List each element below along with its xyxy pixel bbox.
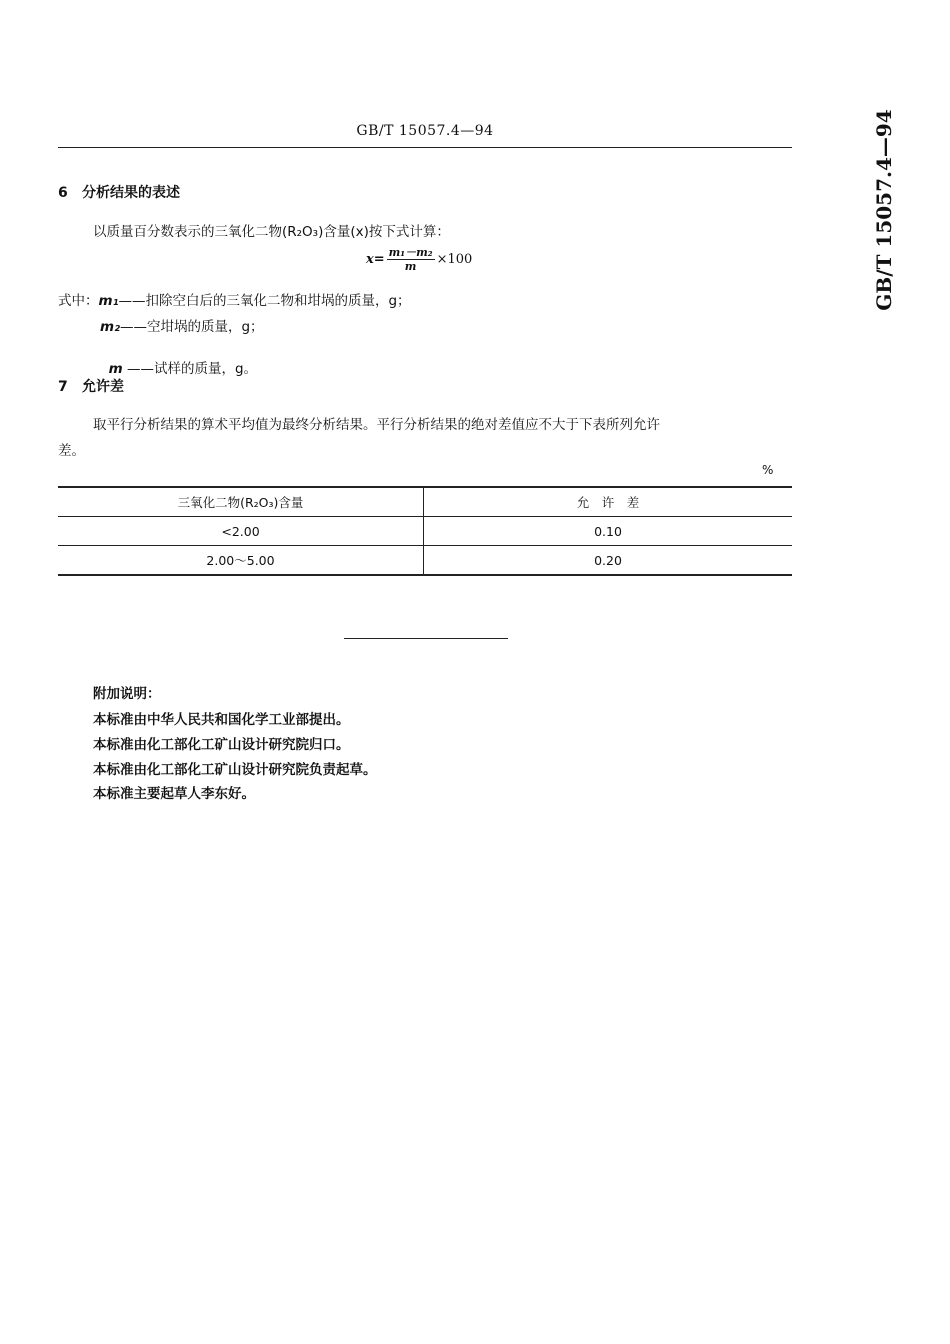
- header-rule: [58, 147, 792, 148]
- section-6-number: 6: [58, 185, 68, 201]
- variable-line-3: [100, 341, 257, 377]
- notes-title: 附加说明：: [93, 686, 161, 702]
- variable-desc: ——空坩埚的质量，g；: [119, 319, 264, 335]
- section-7-text-line-2: 差。: [58, 443, 85, 459]
- note-line: 本标准由中华人民共和国化学工业部提出。: [93, 712, 350, 728]
- cell-content: <2.00: [58, 517, 424, 546]
- where-prefix: 式中：: [58, 293, 99, 309]
- cell-tolerance: 0.20: [594, 552, 622, 568]
- formula-lhs: x=: [366, 252, 385, 267]
- variable-line-2: [100, 315, 264, 335]
- section-6-heading: [58, 182, 180, 202]
- table-header-row: [58, 487, 792, 517]
- formula-denominator: m: [404, 260, 417, 273]
- section-7-heading: [58, 376, 124, 396]
- formula-rhs: ×100: [436, 252, 473, 267]
- header-tolerance: 允 许 差: [576, 495, 640, 510]
- variable-desc: ——扣除空白后的三氧化二物和坩埚的质量，g；: [118, 293, 411, 309]
- section-6-intro: 以质量百分数表示的三氧化二物(R₂O₃)含量(x)按下式计算：: [93, 224, 450, 240]
- variable-symbol: m: [108, 361, 123, 377]
- section-7-number: 7: [58, 379, 68, 395]
- formula-numerator: m₁－m₂: [388, 246, 433, 259]
- variable-desc: ——试样的质量，g。: [122, 361, 258, 377]
- cell-content: 2.00～5.00: [58, 546, 424, 576]
- variable-symbol: m₂: [100, 319, 120, 335]
- note-line: 本标准主要起草人李东好。: [93, 786, 255, 802]
- table-row: [58, 517, 792, 546]
- table-row: [58, 546, 792, 576]
- section-7-text-line-1: 取平行分析结果的算术平均值为最终分析结果。平行分析结果的绝对差值应不大于下表所列允许: [93, 417, 660, 433]
- header-standard-code: GB/T 15057.4—94: [356, 123, 494, 139]
- note-line: 本标准由化工部化工矿山设计研究院负责起草。: [93, 762, 377, 778]
- section-7-title: 允许差: [82, 379, 124, 395]
- section-6-title: 分析结果的表述: [82, 185, 180, 201]
- variable-symbol: m₁: [98, 293, 119, 309]
- tolerance-table: [58, 486, 792, 576]
- formula-fraction: [387, 246, 435, 273]
- cell-tolerance: 0.10: [594, 523, 622, 539]
- result-formula: [366, 246, 472, 273]
- variable-line-1: [58, 289, 411, 309]
- header-content: 三氧化二物(R₂O₃)含量: [58, 487, 424, 517]
- table-unit: %: [762, 463, 774, 477]
- side-standard-code: GB/T 15057.4—94: [872, 109, 896, 311]
- end-rule: [344, 638, 508, 639]
- note-line: 本标准由化工部化工矿山设计研究院归口。: [93, 737, 350, 753]
